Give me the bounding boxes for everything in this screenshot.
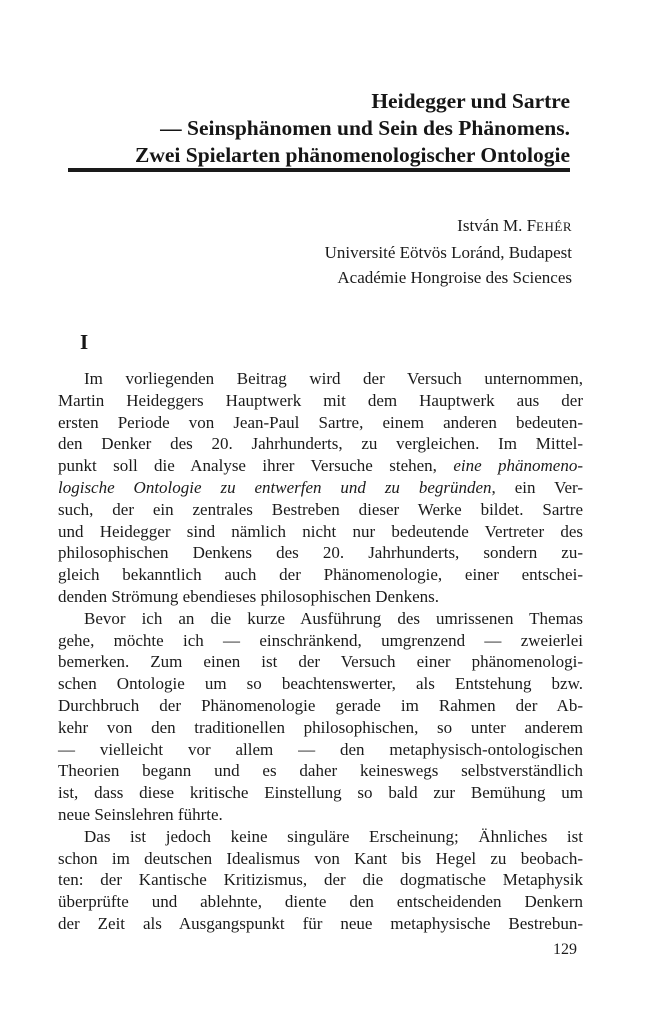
section-heading: I bbox=[80, 330, 89, 354]
text-line bbox=[58, 651, 583, 673]
text-line bbox=[58, 804, 583, 826]
author-name bbox=[150, 213, 572, 240]
text-segment: Das ist jedoch keine singuläre Erscheinung; Ähnliches ist bbox=[84, 826, 583, 846]
italic-text-segment: logische Ontologie zu entwerfen und zu begründen bbox=[58, 477, 492, 497]
article-title-line: Heidegger und Sartre bbox=[371, 89, 570, 113]
text-segment: schon im deutschen Idealismus von Kant bis Hegel zu beobach- bbox=[58, 848, 583, 868]
text-segment: den Denker des 20. Jahrhunderts, zu vergleichen. Im Mittel- bbox=[58, 434, 583, 454]
italic-text-segment: eine phänomeno- bbox=[453, 456, 583, 476]
body-text bbox=[58, 368, 583, 935]
text-segment: denden Strömung ebendieses philosophischen Denkens. bbox=[58, 586, 440, 606]
text-segment: Im vorliegenden Beitrag wird der Versuch unternommen, bbox=[84, 369, 583, 388]
text-segment: Theorien begann und es daher keineswegs selbstverständlich bbox=[58, 761, 583, 781]
text-line bbox=[58, 630, 583, 652]
text-line bbox=[58, 891, 583, 913]
article-title bbox=[30, 88, 570, 169]
text-line bbox=[58, 608, 583, 630]
text-line bbox=[58, 521, 583, 543]
text-line bbox=[58, 782, 583, 804]
author-block bbox=[150, 213, 572, 291]
paragraph bbox=[58, 826, 583, 935]
text-segment: ersten Periode von Jean-Paul Sartre, einem anderen bedeuten- bbox=[58, 412, 583, 432]
text-segment: , ein Ver- bbox=[491, 477, 583, 497]
text-line bbox=[58, 695, 583, 717]
text-line bbox=[58, 586, 583, 608]
text-segment: Durchbruch der Phänomenologie gerade im Rahmen der Ab- bbox=[58, 695, 583, 715]
text-segment: der Zeit als Ausgangspunkt für neue metaphysische Bestrebun- bbox=[58, 913, 583, 933]
text-line bbox=[58, 826, 583, 848]
text-segment: ten: der Kantische Kritizismus, der die dogmatische Metaphysik bbox=[58, 870, 583, 890]
text-segment: schen Ontologie um so beachtenswerter, als Entstehung bzw. bbox=[58, 674, 583, 694]
text-line bbox=[58, 477, 583, 499]
text-segment: such, der ein zentrales Bestreben dieser Werke bildet. Sartre bbox=[58, 499, 583, 519]
text-line bbox=[58, 499, 583, 521]
author-name-text: István M. F bbox=[457, 216, 537, 235]
text-segment: philosophischen Denkens des 20. Jahrhunderts, sondern zu- bbox=[58, 543, 583, 563]
text-line bbox=[58, 673, 583, 695]
text-segment: — vielleicht vor allem — den metaphysisch-ontologischen bbox=[58, 739, 583, 759]
text-line bbox=[58, 433, 583, 455]
text-line bbox=[58, 848, 583, 870]
text-segment: Martin Heideggers Hauptwerk mit dem Hauptwerk aus der bbox=[58, 390, 583, 410]
article-title-line: Zwei Spielarten phänomenologischer Ontologie bbox=[135, 143, 570, 167]
text-segment: punkt soll die Analyse ihrer Versuche stehen, bbox=[58, 456, 454, 476]
paragraph bbox=[58, 608, 583, 826]
text-segment: überprüfte und ablehnte, diente den entscheidenden Denkern bbox=[58, 892, 583, 912]
text-line bbox=[58, 542, 583, 564]
text-line bbox=[58, 455, 583, 477]
paragraph bbox=[58, 368, 583, 608]
author-affiliation: Académie Hongroise des Sciences bbox=[337, 268, 572, 287]
text-segment: bemerken. Zum einen ist der Versuch einer phänomenologi- bbox=[58, 652, 583, 672]
text-line bbox=[58, 412, 583, 434]
author-affiliation: Université Eötvös Loránd, Budapest bbox=[324, 242, 572, 262]
author-name-smallcaps: EHÉR bbox=[536, 219, 572, 234]
article-title-line: — Seinsphänomen und Sein des Phänomens. bbox=[160, 116, 570, 140]
title-rule bbox=[68, 168, 570, 172]
text-line bbox=[58, 368, 583, 390]
text-line bbox=[58, 390, 583, 412]
text-line bbox=[58, 717, 583, 739]
text-line bbox=[58, 869, 583, 891]
text-segment: gehe, möchte ich — einschränkend, umgrenzend — zweierlei bbox=[58, 630, 583, 650]
text-line bbox=[58, 760, 583, 782]
text-segment: und Heidegger sind nämlich nicht nur bedeutende Vertreter des bbox=[58, 521, 583, 541]
text-line bbox=[58, 564, 583, 586]
page-number: 129 bbox=[553, 941, 577, 958]
text-segment: Bevor ich an die kurze Ausführung des umrissenen Themas bbox=[84, 608, 583, 628]
text-segment: kehr von den traditionellen philosophischen, so unter anderem bbox=[58, 717, 583, 737]
text-segment: gleich bekanntlich auch der Phänomenologie, einer entschei- bbox=[58, 565, 583, 585]
text-segment: ist, dass diese kritische Einstellung so bald zur Bemühung um bbox=[58, 783, 583, 803]
text-segment: neue Seinslehren führte. bbox=[58, 804, 223, 824]
text-line bbox=[58, 739, 583, 761]
text-line bbox=[58, 913, 583, 935]
